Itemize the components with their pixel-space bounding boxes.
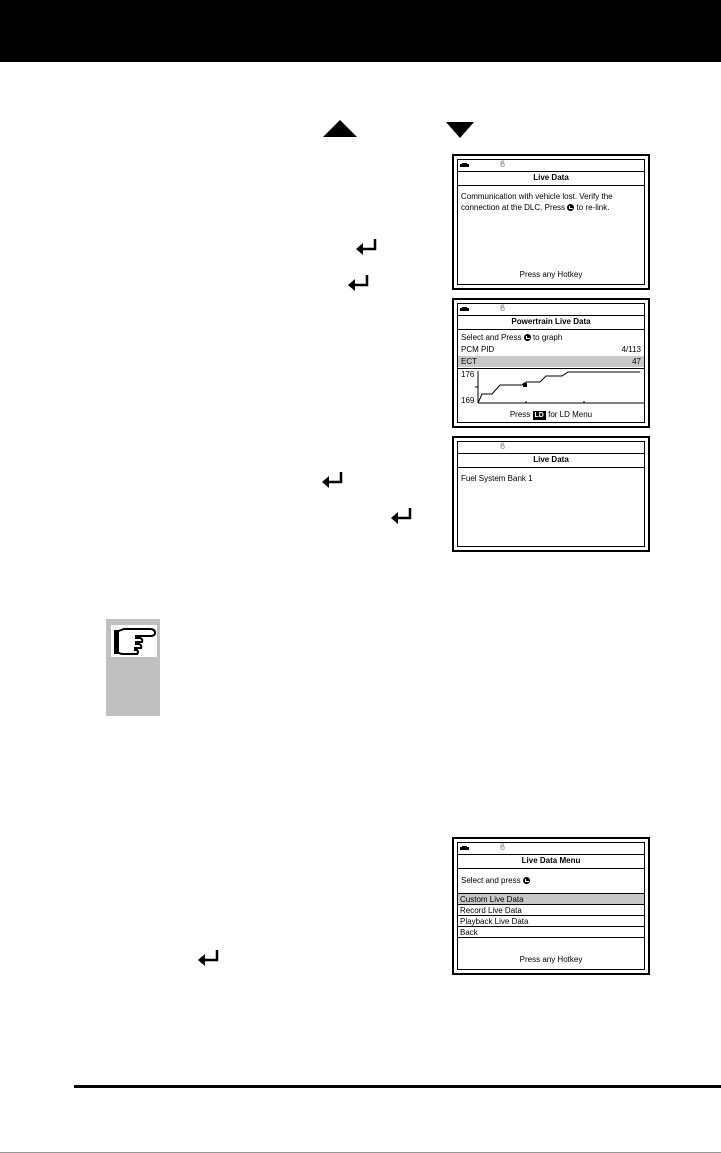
enter-button-icon [567,204,574,211]
screen-fuel-system [452,436,650,552]
enter-icon [320,470,346,490]
bluetooth-icon: ϐ [500,441,506,451]
graph-cursor [523,383,527,387]
pid-count: 4/113 [621,345,641,354]
ld-key: LD [534,412,544,419]
selected-label: ECT [461,357,477,366]
enter-button-icon [523,877,530,884]
screen-title: Live Data [533,173,569,182]
live-data-graph [458,368,645,408]
screen-footer: Press LD for LD Menu [509,410,593,419]
bluetooth-icon: ϐ [500,159,506,169]
screen-title: Powertrain Live Data [511,317,591,326]
enter-icon [354,237,380,257]
menu-item-custom-live-data[interactable]: Custom Live Data [458,894,644,905]
screen-prompt: Select and Press to graph [461,333,563,342]
status-row [458,843,644,855]
screen-live-data-menu [452,837,650,975]
screen-prompt: Select and press [461,875,641,886]
up-arrow-icon [323,120,357,137]
pointing-hand-icon [110,624,158,658]
menu-item-record-live-data[interactable]: Record Live Data [458,905,644,916]
status-row [458,442,644,454]
menu-item-playback-live-data[interactable]: Playback Live Data [458,916,644,927]
enter-icon [346,273,372,293]
enter-icon [196,948,222,968]
screen-title: Live Data [533,455,569,464]
bluetooth-icon: ϐ [500,842,506,852]
down-arrow-icon [446,122,474,138]
enter-button-icon [524,334,531,341]
fuel-system-item: Fuel System Bank 1 [461,474,533,483]
graph-min-label: 169 [461,396,475,405]
enter-icon [389,506,415,526]
screen-footer: Press any Hotkey [519,270,583,279]
menu-item-back[interactable]: Back [458,927,644,938]
selected-value: 47 [632,357,641,366]
note-box [106,619,160,716]
status-row [458,160,644,172]
pid-label: PCM PID [461,345,495,354]
graph-series-line [478,372,640,403]
footer-rule [74,1085,721,1088]
car-icon [460,307,469,312]
screen-title: Live Data Menu [521,856,581,865]
status-row [458,304,644,316]
header-bar [0,0,721,62]
bluetooth-icon: ϐ [500,303,506,313]
car-icon [460,846,469,851]
car-icon [460,163,469,168]
graph-max-label: 176 [461,370,475,379]
screen-communication-lost [452,154,650,290]
screen-footer: Press any Hotkey [519,955,583,964]
screen-powertrain-live-data [452,298,650,428]
screen-message: Communication with vehicle lost. Verify the connection at the DLC. Press to re-link. [461,192,613,212]
